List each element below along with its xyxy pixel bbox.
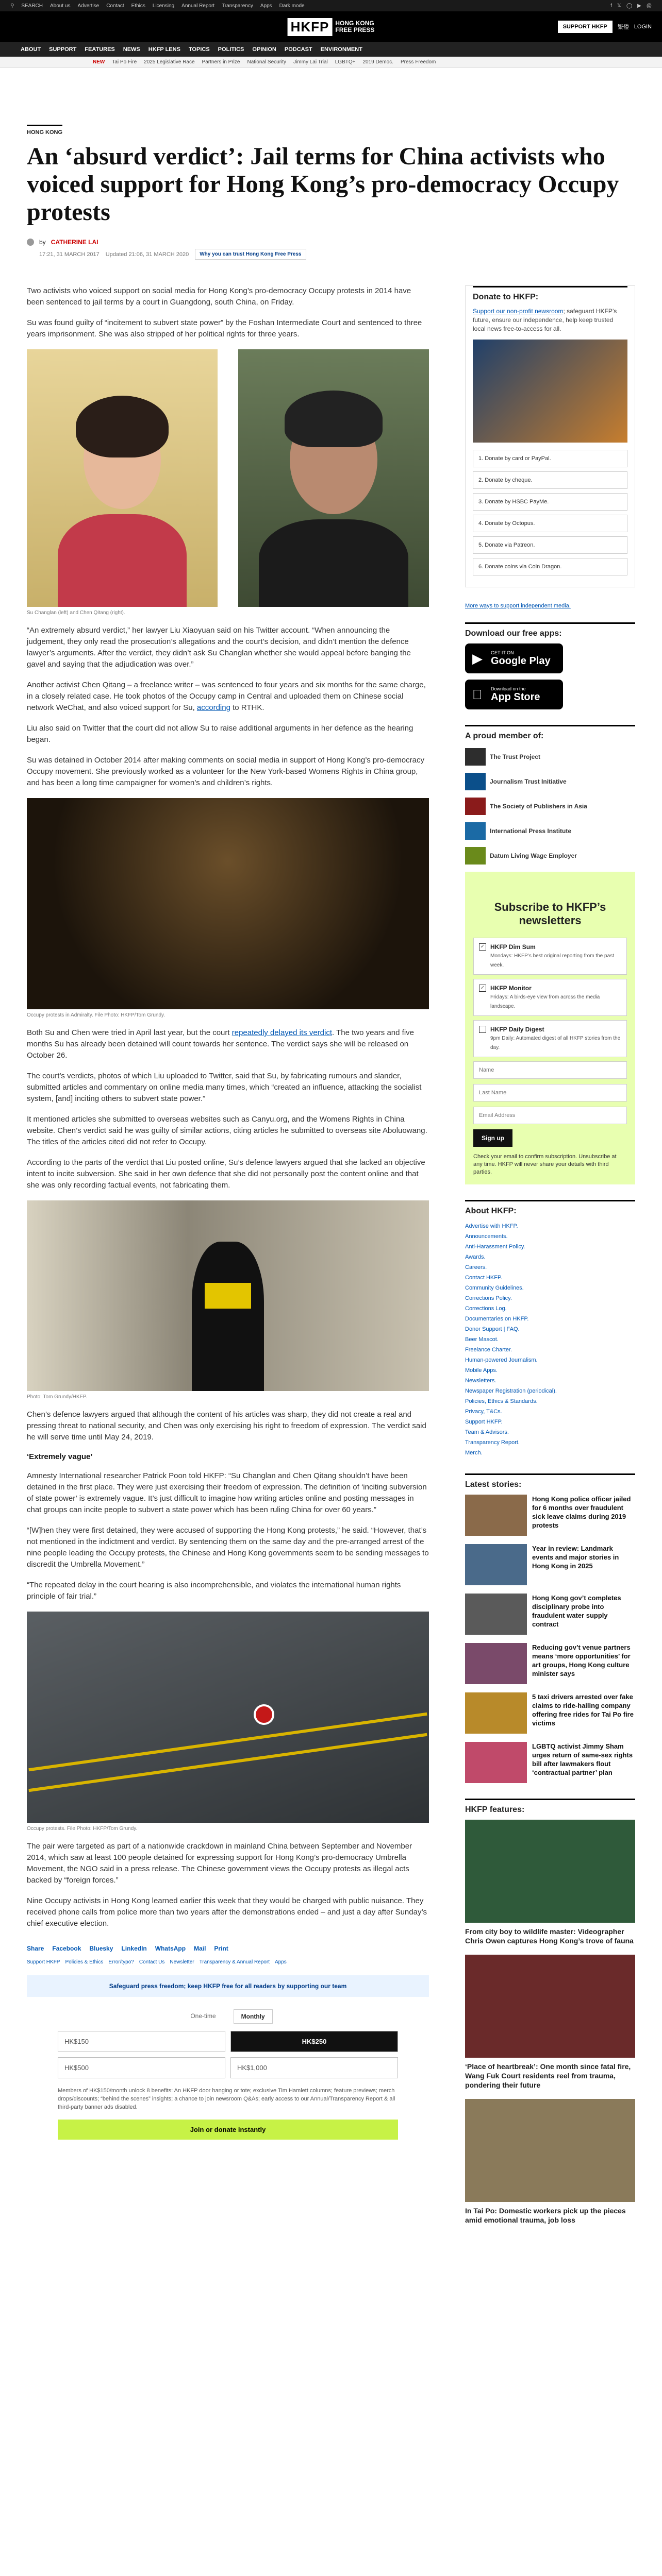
masthead [0,11,662,42]
topbar-link-ethics[interactable]: Ethics [131,3,145,9]
nav-opinion[interactable]: OPINION [252,46,276,53]
paragraph: “[W]hen they were first detained, they were accused of supporting the Hong Kong protests,” he said. “However, that’s not mentioned in the indictment and verdict. By sentencing them on the same day and the pre-arranged arrest of the nine people leading the Occupy protests, the Chinese and Hong Kong governments seem to be sending messages to discredit the Umbrella Movement.” [27,1526,429,1569]
latest-story[interactable] [465,1544,635,1585]
about-link[interactable]: Contact HKFP. [465,1275,502,1281]
byline [27,239,635,246]
paragraph: Two activists who voiced support on social media for Hong Kong’s pro-democracy Occupy protests in 2014 have been sentenced to jail terms by a court in Guangdong, south China, on Friday. [27,286,411,307]
support-hkfp-button[interactable]: SUPPORT HKFP [558,21,613,33]
paragraph: “The repeated delay in the court hearing is also incomprehensible, and violates the international human rights principle of fair trial.” [27,1581,401,1601]
story-title[interactable]: Hong Kong police officer jailed for 6 months over fraudulent sick leave claims during 2019 protests [532,1495,631,1529]
author-name[interactable]: CATHERINE LAI [51,239,98,246]
about-link[interactable]: Transparency Report. [465,1439,520,1446]
footer-link[interactable]: Transparency & Annual Report [199,1959,270,1965]
about-link[interactable]: Policies, Ethics & Standards. [465,1398,538,1404]
trending-item[interactable]: 2019 Democ. [362,59,393,65]
inline-link[interactable]: according [196,703,230,712]
support-newsroom-link[interactable]: Support our non-profit newsroom [473,308,564,315]
features-title: HKFP features: [465,1799,635,1815]
tab-monthly[interactable]: Monthly [234,2009,273,2024]
signup-button[interactable]: Sign up [473,1129,512,1147]
x-icon[interactable]: 𝕏 [617,3,621,9]
feature-thumbnail[interactable] [465,1955,635,2058]
logo-line-1: HONG KONG [335,20,374,27]
sidebar [465,285,635,2234]
topbar-link-apps[interactable]: Apps [260,3,272,9]
trending-item[interactable]: Partners in Prize [202,59,240,65]
donate-option[interactable]: 3. Donate by HSBC PayMe. [473,493,627,511]
story-title[interactable]: Hong Kong gov’t completes disciplinary probe into fraudulent water supply contract [532,1594,621,1628]
newsletter-option[interactable]: ✓ HKFP Monitor Fridays: A birds-eye view from across the media landscape. [473,979,627,1016]
threads-icon[interactable]: @ [646,3,652,9]
share-bluesky-button[interactable]: Bluesky [89,1945,113,1952]
story-thumbnail[interactable] [465,1643,527,1684]
about-link[interactable]: Community Guidelines. [465,1285,524,1291]
nav-about[interactable]: ABOUT [21,46,41,53]
topbar-link-dark-mode[interactable]: Dark mode [279,3,305,9]
about-link[interactable]: Merch. [465,1450,483,1456]
trending-item[interactable]: 2025 Legislative Race [144,59,195,65]
about-link[interactable]: Anti-Harassment Policy. [465,1244,525,1250]
last-name-input[interactable] [473,1084,627,1101]
trending-item[interactable]: LGBTQ+ [335,59,356,65]
about-link[interactable]: Support HKFP. [465,1419,503,1425]
topbar-link-transparency[interactable]: Transparency [222,3,253,9]
latest-story[interactable] [465,1495,635,1536]
logo-mark: HKFP [288,18,333,36]
about-link[interactable]: Awards. [465,1254,486,1260]
support-strip[interactable]: Safeguard press freedom; keep HKFP free for all readers by supporting our team [27,1975,429,1997]
nav-hkfp-lens[interactable]: HKFP LENS [148,46,180,53]
story-title[interactable]: LGBTQ activist Jimmy Sham urges return of same-sex rights bill after lawmakers flout ‘contractual partner’ plan [532,1742,633,1776]
site-logo[interactable] [288,18,375,36]
share-mail-button[interactable]: Mail [194,1945,206,1952]
footer-link[interactable]: Support HKFP [27,1959,60,1965]
subheading: ‘Extremely vague’ [27,1452,93,1461]
share-facebook-button[interactable]: Facebook [52,1945,81,1952]
share-bar [27,1945,429,1952]
paragraph: “An extremely absurd verdict,” her lawyer Liu Xiaoyuan said on his Twitter account. “When announcing the judgement, they only read the prosecution’s allegations and the court’s decision, and didn’t mention the defence lawyer’s arguments. After the verdict, they didn’t ask Su Changlan whether she would appeal before banging the gavel and saying that the adjudication was over.” [27,626,411,669]
author-avatar [27,239,34,246]
trending-item[interactable]: Press Freedom [400,59,436,65]
article-meta [27,249,635,260]
google-play-badge[interactable]: ▶ GET IT ON Google Play [465,643,563,673]
figure-caption: Su Changlan (left) and Chen Qitang (right). [27,610,125,616]
about-link[interactable]: Mobile Apps. [465,1367,498,1374]
member-ipi[interactable]: International Press Institute [465,822,635,840]
search-link[interactable]: SEARCH [21,3,43,9]
about-link[interactable]: Advertise with HKFP. [465,1223,518,1229]
newsletter-widget [465,872,635,1184]
inline-link[interactable]: repeatedly delayed its verdict [231,1028,333,1037]
article-kicker[interactable]: HONG KONG [27,125,62,135]
newsletter-option[interactable]: HKFP Daily Digest 9pm Daily: Automated digest of all HKFP stories from the day. [473,1020,627,1057]
figure-caption: Photo: Tom Grundy/HKFP. [27,1394,87,1400]
newsletter-title: Subscribe to HKFP’s newsletters [494,901,606,927]
photo-occupy-road [27,1612,429,1823]
article-body [27,285,429,2140]
about-title: About HKFP: [465,1200,635,1216]
member-datum[interactable]: Datum Living Wage Employer [465,847,635,865]
nav-support[interactable]: SUPPORT [49,46,77,53]
checkbox[interactable] [479,1026,486,1033]
photo-chen-qitang [238,349,429,607]
feature-story[interactable] [465,1820,635,1945]
donate-intro: Support our non-profit newsroom; safeguard HKFP’s future, ensure our independence, help keep trusted local news free-to-access for all. [473,308,617,332]
youtube-icon[interactable]: ▶ [637,3,641,9]
amount-option-selected[interactable]: HK$250 [230,2031,398,2052]
feature-title[interactable]: In Tai Po: Domestic workers pick up the pieces amid emotional trauma, job loss [465,2207,626,2224]
paragraph: Another activist Chen Qitang – a freelance writer – was sentenced to four years and six months for the same charge, in a closely related case. He took photos of the Occupy camp in Central and uploaded them on Chinese social network WeChat, and also voiced support for Su, according to RTHK. [27,681,426,712]
why-trust-button[interactable]: Why you can trust Hong Kong Free Press [195,249,306,260]
sopa-icon [465,798,486,815]
nav-topics[interactable]: TOPICS [188,46,210,53]
about-link[interactable]: Donor Support | FAQ. [465,1326,520,1332]
trending-item[interactable]: Tai Po Fire [112,59,137,65]
figure-umbrella [27,1200,429,1400]
paragraph: Amnesty International researcher Patrick Poon told HKFP: “Su Changlan and Chen Qitang shouldn’t have been detained in the first place. They were just exercising their freedom of expression. The definition of ‘inciting subversion of state power’ is extremely vague. It’s just difficult to imagine how writing articles online and posting messages in chat groups can incite people to subvert a state power which has been ruling China for over 60 years.” [27,1471,427,1514]
play-store-icon: ▶ [472,651,483,666]
print-button[interactable]: Print [214,1945,228,1952]
footer-link[interactable]: Newsletter [170,1959,194,1965]
trending-item[interactable]: Jimmy Lai Trial [293,59,328,65]
topbar-link-contact[interactable]: Contact [106,3,124,9]
datum-icon [465,847,486,865]
photo-umbrella-movement [27,1200,429,1391]
nav-news[interactable]: NEWS [123,46,140,53]
topbar-link-licensing[interactable]: Licensing [152,3,175,9]
story-title[interactable]: Year in review: Landmark events and major stories in Hong Kong in 2025 [532,1545,619,1570]
about-link[interactable]: Careers. [465,1264,487,1270]
nav-features[interactable]: FEATURES [85,46,115,53]
latest-story[interactable] [465,1643,635,1684]
member-sopa[interactable]: The Society of Publishers in Asia [465,798,635,815]
ipi-icon [465,822,486,840]
login-link[interactable]: LOGIN [634,24,652,30]
share-whatsapp-button[interactable]: WhatsApp [155,1945,186,1952]
story-thumbnail[interactable] [465,1742,527,1783]
paragraph: Chen’s defence lawyers argued that although the content of his articles was sharp, they did not create a real and pressing threat to national security, and Chen was only exercising his right to freedom of expression. The verdict said he will serve time until May 24, 2019. [27,1410,426,1442]
feature-story[interactable] [465,1955,635,2090]
feature-thumbnail[interactable] [465,2099,635,2202]
about-links [465,1221,635,1458]
instagram-icon[interactable]: ◯ [626,3,633,9]
published-date: 17:21, 31 MARCH 2017 [39,251,100,258]
about-link[interactable]: Documentaries on HKFP. [465,1316,529,1322]
donation-amounts [58,2031,398,2078]
article-wrapper [27,125,635,2576]
amount-option[interactable]: HK$150 [58,2031,225,2052]
membership-note: Members of HK$150/month unlock 8 benefits: An HKFP door hanging or tote; exclusive Tim Hamlett columns; feature previews; merch drops/discounts; “behind the scenes” insights; a chance to join newsroom Q&As; early access to our Annual/Transparency Report & all third-party banner ads disabled. [58,2088,395,2110]
paragraph: Liu also said on Twitter that the court did not allow Su to raise additional arguments in her defence as the hearing began. [27,724,413,744]
paragraph: Su was detained in October 2014 after making comments on social media in support of Hong Kong’s pro-democracy Occupy movement. She previously worked as a volunteer for the New York-based Womens Rights in China group, and has been a long time campaigner for women’s and children’s rights. [27,756,424,787]
donate-option[interactable]: 1. Donate by card or PayPal. [473,450,627,467]
main-nav [0,42,662,57]
paragraph: The pair were targeted as part of a nationwide crackdown in mainland China between September and November 2014, which saw at least 100 people detained for expressing support for Hong Kong’s pro-democracy Umbrella Movement, the NGO said in a press release. The Chinese government views the Occupy protests as illegal acts backed by “foreign forces.” [27,1842,412,1885]
tab-one-time[interactable]: One-time [190,2012,216,2020]
nav-podcast[interactable]: PODCAST [284,46,312,53]
paragraph: According to the parts of the verdict that Liu posted online, Su’s defence lawyers argued that she lacked an objective intent to incite subversion. She said in her own defence that she did not personally post the content online and that she was only recording factual events, not fabricating them. [27,1158,425,1190]
amount-option[interactable]: HK$500 [58,2057,225,2078]
more-ways-link[interactable]: More ways to support independent media. [465,603,571,609]
latest-stories [465,1495,635,1783]
apps-title: Download our free apps: [465,622,635,638]
about-link[interactable]: Corrections Policy. [465,1295,512,1301]
story-thumbnail[interactable] [465,1495,527,1536]
donate-title: Donate to HKFP: [473,286,627,302]
nav-environment[interactable]: ENVIRONMENT [320,46,362,53]
newsletter-option[interactable]: ✓ HKFP Dim Sum Mondays: HKFP’s best original reporting from the past week. [473,938,627,975]
latest-story[interactable] [465,1594,635,1635]
feature-title[interactable]: From city boy to wildlife master: Videographer Chris Owen captures Hong Kong’s trove of fauna [465,1927,634,1945]
join-donate-button[interactable]: Join or donate instantly [58,2120,398,2140]
latest-story[interactable] [465,1742,635,1783]
story-thumbnail[interactable] [465,1544,527,1585]
feature-thumbnail[interactable] [465,1820,635,1923]
by-label: by [39,239,46,246]
top-utility-bar [0,0,662,11]
donate-option[interactable]: 6. Donate coins via Coin Dragon. [473,558,627,575]
trending-bar [0,57,662,68]
footer-link[interactable]: Contact Us [139,1959,165,1965]
logo-line-2: FREE PRESS [335,26,375,33]
newsletter-note: Check your email to confirm subscription. Unsubscribe at any time. HKFP will never share your details with third parties. [473,1154,617,1175]
feature-story[interactable] [465,2099,635,2225]
member-title: A proud member of: [465,725,635,741]
feature-title[interactable]: ‘Place of heartbreak’: One month since fatal fire, Wang Fuk Court residents reel from trauma, pondering their future [465,2062,631,2089]
article-footer-links [27,1959,429,1965]
ad-space [0,68,662,125]
paragraph: Both Su and Chen were tried in April last year, but the court repeatedly delayed its verdict. The two years and five months Su has already been detained will count towards her sentence. The verdict says she will be released on October 26. [27,1028,414,1060]
donate-option[interactable]: 4. Donate by Octopus. [473,515,627,532]
trending-item[interactable]: National Security [247,59,287,65]
figure-occupy-night [27,798,429,1018]
checkbox-checked[interactable]: ✓ [479,943,486,951]
topbar-link-annual-report[interactable]: Annual Report [181,3,215,9]
checkbox-checked[interactable]: ✓ [479,985,486,992]
paragraph: Su was found guilty of “incitement to subvert state power” by the Foshan Intermediate Court and sentenced to three years imprisonment. She was also stripped of her political rights for three years. [27,318,422,338]
share-label: Share [27,1945,44,1952]
latest-story[interactable] [465,1692,635,1734]
paragraph: Nine Occupy activists in Hong Kong learned earlier this week that they would be charged with public nuisance. They received phone calls from police more than two years after the demonstrations ended – and just a day after Sunday’s chief executive election. [27,1896,427,1928]
member-trust-project[interactable]: The Trust Project [465,748,635,766]
language-switch[interactable]: 繁體 [617,24,629,30]
donate-image [473,340,627,443]
paragraph: It mentioned articles she submitted to overseas websites such as Canyu.org, and the Womens Rights in China website. Chen’s verdict said he was guilty of similar actions, citing articles he submitted to overseas site Aboluowang. The titles of the articles cited did not refer to Occupy. [27,1115,427,1146]
about-link[interactable]: Beer Mascot. [465,1336,499,1343]
facebook-icon[interactable]: f [610,3,612,9]
jti-icon [465,773,486,790]
email-input[interactable] [473,1107,627,1124]
about-link[interactable]: Newsletters. [465,1378,496,1384]
about-link[interactable]: Newspaper Registration (periodical). [465,1388,557,1394]
donate-option[interactable]: 2. Donate by cheque. [473,471,627,489]
about-link[interactable]: Human-powered Journalism. [465,1357,538,1363]
updated-date: Updated 21:06, 31 MARCH 2020 [105,251,189,258]
share-linkedin-button[interactable]: LinkedIn [121,1945,147,1952]
about-link[interactable]: Privacy, T&Cs. [465,1409,502,1415]
story-thumbnail[interactable] [465,1594,527,1635]
footer-link[interactable]: Error/typo? [108,1959,134,1965]
figure-occupy-road [27,1612,429,1832]
app-store-badge[interactable]: Download on the App Store [465,680,563,709]
about-link[interactable]: Freelance Charter. [465,1347,512,1353]
story-title[interactable]: 5 taxi drivers arrested over fake claims to ride-hailing company offering free rides for Tai Po fire victims [532,1693,634,1727]
member-jti[interactable]: Journalism Trust Initiative [465,773,635,790]
apple-icon [472,687,483,703]
donate-widget [465,285,635,587]
new-badge: NEW [93,59,105,65]
about-link[interactable]: Corrections Log. [465,1306,507,1312]
story-thumbnail[interactable] [465,1692,527,1734]
about-link[interactable]: Announcements. [465,1233,508,1240]
name-input[interactable] [473,1061,627,1079]
donation-frequency-tabs [27,2009,429,2024]
photo-occupy-admiralty [27,798,429,1009]
topbar-link-advertise[interactable]: Advertise [77,3,100,9]
search-icon[interactable]: ⚲ [10,3,14,9]
nav-politics[interactable]: POLITICS [218,46,244,53]
amount-option[interactable]: HK$1,000 [230,2057,398,2078]
about-link[interactable]: Team & Advisors. [465,1429,509,1435]
paragraph: The court’s verdicts, photos of which Liu uploaded to Twitter, said that Su, by fabricating rumours and slander, submitted articles and commentary on online media many times, which “created an influence, attacking the socialist system, [and] inciting others to subvert state power.” [27,1072,422,1103]
footer-link[interactable]: Policies & Ethics [65,1959,104,1965]
figure-portraits [27,349,429,616]
latest-title: Latest stories: [465,1473,635,1489]
photo-su-changlan [27,349,218,607]
figure-caption: Occupy protests. File Photo: HKFP/Tom Grundy. [27,1826,138,1832]
content-area [27,285,635,2576]
features-list [465,1820,635,2225]
article-title: An ‘absurd verdict’: Jail terms for China activists who voiced support for Hong Kong’s pro-democracy Occupy protests [27,143,619,226]
figure-caption: Occupy protests in Admiralty. File Photo: HKFP/Tom Grundy. [27,1012,166,1018]
topbar-link-about[interactable]: About us [50,3,71,9]
trust-project-icon [465,748,486,766]
donate-option[interactable]: 5. Donate via Patreon. [473,536,627,554]
footer-link[interactable]: Apps [274,1959,287,1965]
story-title[interactable]: Reducing gov’t venue partners means ‘more opportunities’ for art groups, Hong Kong culture minister says [532,1643,631,1677]
